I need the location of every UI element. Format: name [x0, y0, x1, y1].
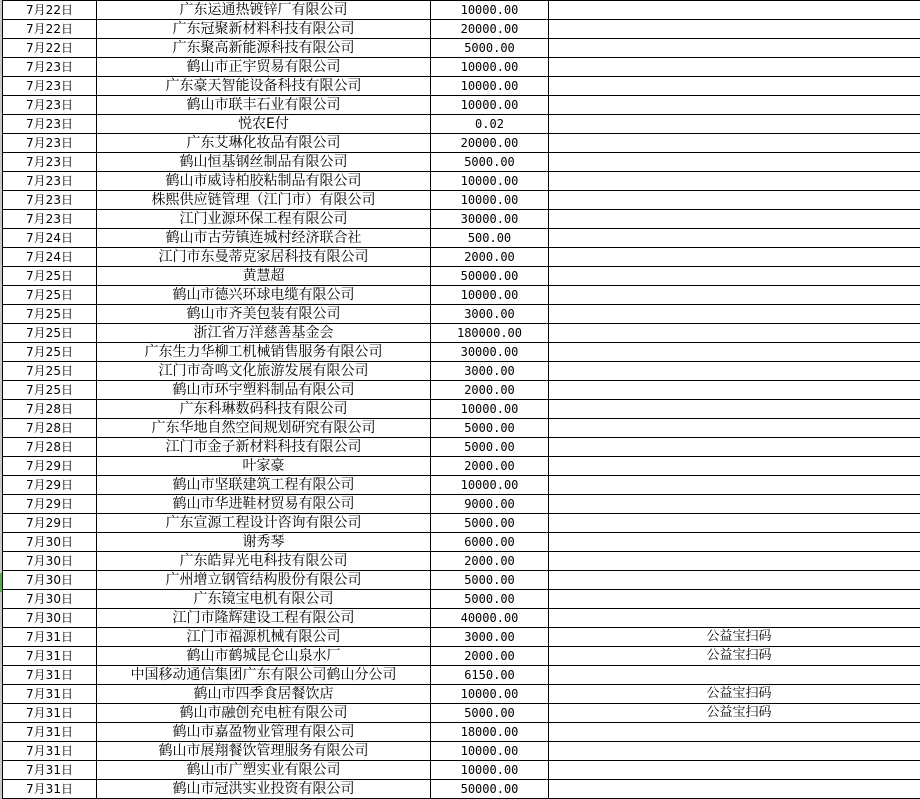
table-row — [3, 134, 920, 153]
donor-name-cell[interactable]: 鹤山市齐美包装有限公司 — [97, 305, 431, 324]
note-cell[interactable] — [549, 134, 920, 153]
table-row — [3, 761, 920, 780]
amount-cell[interactable]: 10000.00 — [431, 1, 549, 20]
table-row — [3, 172, 920, 191]
date-cell[interactable]: 7月29日 — [3, 495, 97, 514]
date-cell[interactable]: 7月23日 — [3, 153, 97, 172]
donor-name-cell[interactable]: 江门市金子新材料科技有限公司 — [97, 438, 431, 457]
donor-name-cell[interactable]: 广东镜宝电机有限公司 — [97, 590, 431, 609]
amount-cell[interactable]: 18000.00 — [431, 723, 549, 742]
table-row — [3, 1, 920, 20]
donor-name-cell[interactable]: 鹤山市威诗柏胶粘制品有限公司 — [97, 172, 431, 191]
amount-cell[interactable]: 5000.00 — [431, 153, 549, 172]
note-cell[interactable] — [549, 419, 920, 438]
table-row — [3, 324, 920, 343]
donor-name-cell[interactable]: 浙江省万洋慈善基金会 — [97, 324, 431, 343]
table-row — [3, 780, 920, 799]
amount-cell[interactable]: 3000.00 — [431, 305, 549, 324]
note-cell[interactable] — [549, 666, 920, 685]
note-cell[interactable] — [549, 476, 920, 495]
note-cell[interactable] — [549, 153, 920, 172]
note-cell[interactable] — [549, 457, 920, 476]
amount-cell[interactable]: 20000.00 — [431, 134, 549, 153]
date-cell[interactable]: 7月25日 — [3, 324, 97, 343]
note-cell[interactable] — [549, 20, 920, 39]
date-cell[interactable]: 7月30日 — [3, 571, 97, 590]
note-cell[interactable] — [549, 362, 920, 381]
date-cell[interactable]: 7月23日 — [3, 172, 97, 191]
donor-name-cell[interactable]: 鹤山市四季食居餐饮店 — [97, 685, 431, 704]
note-cell[interactable]: 公益宝扫码 — [549, 647, 920, 666]
date-cell[interactable]: 7月25日 — [3, 343, 97, 362]
date-cell[interactable]: 7月25日 — [3, 305, 97, 324]
date-cell[interactable]: 7月23日 — [3, 210, 97, 229]
amount-cell[interactable]: 2000.00 — [431, 248, 549, 267]
table-row — [3, 286, 920, 305]
amount-cell[interactable]: 30000.00 — [431, 210, 549, 229]
note-cell[interactable] — [549, 343, 920, 362]
table-row — [3, 191, 920, 210]
note-cell[interactable] — [549, 552, 920, 571]
date-cell[interactable]: 7月23日 — [3, 115, 97, 134]
donor-name-cell[interactable]: 广东生力华柳工机械销售服务有限公司 — [97, 343, 431, 362]
amount-cell[interactable]: 50000.00 — [431, 267, 549, 286]
donor-name-cell[interactable]: 叶家豪 — [97, 457, 431, 476]
table-row — [3, 438, 920, 457]
donor-name-cell[interactable]: 鹤山市古劳镇连城村经济联合社 — [97, 229, 431, 248]
note-cell[interactable] — [549, 761, 920, 780]
date-cell[interactable]: 7月25日 — [3, 362, 97, 381]
note-cell[interactable] — [549, 1, 920, 20]
table-row — [3, 514, 920, 533]
note-cell[interactable] — [549, 438, 920, 457]
amount-cell[interactable]: 10000.00 — [431, 172, 549, 191]
note-cell[interactable]: 公益宝扫码 — [549, 628, 920, 647]
donation-table — [2, 0, 920, 799]
donor-name-cell[interactable]: 江门市福源机械有限公司 — [97, 628, 431, 647]
table-row — [3, 153, 920, 172]
table-row — [3, 267, 920, 286]
donor-name-cell[interactable]: 广东豪天智能设备科技有限公司 — [97, 77, 431, 96]
date-cell[interactable]: 7月23日 — [3, 191, 97, 210]
note-cell[interactable] — [549, 590, 920, 609]
donor-name-cell[interactable]: 鹤山市鹤城昆仑山泉水厂 — [97, 647, 431, 666]
date-cell[interactable]: 7月24日 — [3, 248, 97, 267]
note-cell[interactable] — [549, 172, 920, 191]
date-cell[interactable]: 7月23日 — [3, 77, 97, 96]
date-cell[interactable]: 7月23日 — [3, 96, 97, 115]
amount-cell[interactable]: 40000.00 — [431, 609, 549, 628]
note-cell[interactable] — [549, 533, 920, 552]
table-row — [3, 115, 920, 134]
date-cell[interactable]: 7月22日 — [3, 1, 97, 20]
note-cell[interactable] — [549, 210, 920, 229]
note-cell[interactable] — [549, 723, 920, 742]
date-cell[interactable]: 7月29日 — [3, 457, 97, 476]
date-cell[interactable]: 7月31日 — [3, 628, 97, 647]
date-cell[interactable]: 7月28日 — [3, 419, 97, 438]
donor-name-cell[interactable]: 鹤山恒基钢丝制品有限公司 — [97, 153, 431, 172]
amount-cell[interactable]: 5000.00 — [431, 39, 549, 58]
donor-name-cell[interactable]: 悦农E付 — [97, 115, 431, 134]
date-cell[interactable]: 7月31日 — [3, 723, 97, 742]
donor-name-cell[interactable]: 鹤山市嘉盈物业管理有限公司 — [97, 723, 431, 742]
note-cell[interactable] — [549, 514, 920, 533]
table-row — [3, 343, 920, 362]
amount-cell[interactable]: 5000.00 — [431, 419, 549, 438]
note-cell[interactable]: 公益宝扫码 — [549, 704, 920, 723]
amount-cell[interactable]: 5000.00 — [431, 438, 549, 457]
table-row — [3, 381, 920, 400]
date-cell[interactable]: 7月31日 — [3, 666, 97, 685]
date-cell[interactable]: 7月23日 — [3, 58, 97, 77]
table-row — [3, 419, 920, 438]
table-row — [3, 552, 920, 571]
table-row — [3, 609, 920, 628]
table-row — [3, 96, 920, 115]
donor-name-cell[interactable]: 鹤山市融创充电桩有限公司 — [97, 704, 431, 723]
amount-cell[interactable]: 10000.00 — [431, 191, 549, 210]
table-row — [3, 39, 920, 58]
amount-cell[interactable]: 3000.00 — [431, 628, 549, 647]
donor-name-cell[interactable]: 鹤山市环宇塑料制品有限公司 — [97, 381, 431, 400]
amount-cell[interactable]: 10000.00 — [431, 476, 549, 495]
table-row — [3, 476, 920, 495]
amount-cell[interactable]: 10000.00 — [431, 685, 549, 704]
donor-name-cell[interactable]: 鹤山市正宇贸易有限公司 — [97, 58, 431, 77]
date-cell[interactable]: 7月29日 — [3, 476, 97, 495]
note-cell[interactable] — [549, 267, 920, 286]
note-cell[interactable] — [549, 400, 920, 419]
donor-name-cell[interactable]: 广州增立钢管结构股份有限公司 — [97, 571, 431, 590]
donor-name-cell[interactable]: 广东宣源工程设计咨询有限公司 — [97, 514, 431, 533]
donor-name-cell[interactable]: 广东皓昇光电科技有限公司 — [97, 552, 431, 571]
amount-cell[interactable]: 5000.00 — [431, 514, 549, 533]
amount-cell[interactable]: 5000.00 — [431, 590, 549, 609]
donor-name-cell[interactable]: 广东运通热镀锌厂有限公司 — [97, 1, 431, 20]
donor-name-cell[interactable]: 中国移动通信集团广东有限公司鹤山分公司 — [97, 666, 431, 685]
table-row — [3, 685, 920, 704]
donor-name-cell[interactable]: 鹤山市华进鞋材贸易有限公司 — [97, 495, 431, 514]
note-cell[interactable]: 公益宝扫码 — [549, 685, 920, 704]
table-row — [3, 229, 920, 248]
table-row — [3, 704, 920, 723]
date-cell[interactable]: 7月22日 — [3, 39, 97, 58]
date-cell[interactable]: 7月25日 — [3, 381, 97, 400]
donor-name-cell[interactable]: 广东华地自然空间规划研究有限公司 — [97, 419, 431, 438]
amount-cell[interactable]: 10000.00 — [431, 77, 549, 96]
donor-name-cell[interactable]: 谢秀琴 — [97, 533, 431, 552]
table-row — [3, 305, 920, 324]
donor-name-cell[interactable]: 鹤山市德兴环球电缆有限公司 — [97, 286, 431, 305]
table-row — [3, 400, 920, 419]
amount-cell[interactable]: 500.00 — [431, 229, 549, 248]
date-cell[interactable]: 7月31日 — [3, 685, 97, 704]
table-row — [3, 666, 920, 685]
amount-cell[interactable]: 50000.00 — [431, 780, 549, 799]
note-cell[interactable] — [549, 381, 920, 400]
note-cell[interactable] — [549, 248, 920, 267]
amount-cell[interactable]: 2000.00 — [431, 647, 549, 666]
donor-name-cell[interactable]: 江门业源环保工程有限公司 — [97, 210, 431, 229]
date-cell[interactable]: 7月31日 — [3, 780, 97, 799]
donor-name-cell[interactable]: 鹤山市展翔餐饮管理服务有限公司 — [97, 742, 431, 761]
note-cell[interactable] — [549, 305, 920, 324]
donor-name-cell[interactable]: 广东艾琳化妆品有限公司 — [97, 134, 431, 153]
table-row — [3, 495, 920, 514]
donor-name-cell[interactable]: 广东聚高新能源科技有限公司 — [97, 39, 431, 58]
note-cell[interactable] — [549, 39, 920, 58]
date-cell[interactable]: 7月31日 — [3, 647, 97, 666]
amount-cell[interactable]: 10000.00 — [431, 761, 549, 780]
date-cell[interactable]: 7月25日 — [3, 286, 97, 305]
donor-name-cell[interactable]: 鹤山市冠洪实业投资有限公司 — [97, 780, 431, 799]
note-cell[interactable] — [549, 324, 920, 343]
amount-cell[interactable]: 2000.00 — [431, 552, 549, 571]
donor-name-cell[interactable]: 黄慧超 — [97, 267, 431, 286]
table-row — [3, 590, 920, 609]
donor-name-cell[interactable]: 江门市隆辉建设工程有限公司 — [97, 609, 431, 628]
date-cell[interactable]: 7月30日 — [3, 590, 97, 609]
note-cell[interactable] — [549, 58, 920, 77]
amount-cell[interactable]: 5000.00 — [431, 704, 549, 723]
amount-cell[interactable]: 10000.00 — [431, 58, 549, 77]
amount-cell[interactable]: 10000.00 — [431, 96, 549, 115]
amount-cell[interactable]: 6150.00 — [431, 666, 549, 685]
table-row — [3, 628, 920, 647]
table-row — [3, 723, 920, 742]
donor-name-cell[interactable]: 鹤山市坚联建筑工程有限公司 — [97, 476, 431, 495]
donor-name-cell[interactable]: 江门市奇鸣文化旅游发展有限公司 — [97, 362, 431, 381]
donor-name-cell[interactable]: 广东冠聚新材料科技有限公司 — [97, 20, 431, 39]
table-row — [3, 77, 920, 96]
note-cell[interactable] — [549, 571, 920, 590]
note-cell[interactable] — [549, 780, 920, 799]
amount-cell[interactable]: 10000.00 — [431, 742, 549, 761]
table-row — [3, 571, 920, 590]
table-row — [3, 20, 920, 39]
note-cell[interactable] — [549, 229, 920, 248]
amount-cell[interactable]: 6000.00 — [431, 533, 549, 552]
note-cell[interactable] — [549, 609, 920, 628]
date-cell[interactable]: 7月31日 — [3, 761, 97, 780]
amount-cell[interactable]: 10000.00 — [431, 400, 549, 419]
table-row — [3, 58, 920, 77]
date-cell[interactable]: 7月28日 — [3, 400, 97, 419]
date-cell[interactable]: 7月30日 — [3, 533, 97, 552]
amount-cell[interactable]: 2000.00 — [431, 381, 549, 400]
amount-cell[interactable]: 2000.00 — [431, 457, 549, 476]
note-cell[interactable] — [549, 495, 920, 514]
donor-name-cell[interactable]: 广东科琳数码科技有限公司 — [97, 400, 431, 419]
date-cell[interactable]: 7月28日 — [3, 438, 97, 457]
donor-name-cell[interactable]: 株熙供应链管理（江门市）有限公司 — [97, 191, 431, 210]
date-cell[interactable]: 7月22日 — [3, 20, 97, 39]
date-cell[interactable]: 7月30日 — [3, 552, 97, 571]
table-row — [3, 362, 920, 381]
amount-cell[interactable]: 10000.00 — [431, 286, 549, 305]
note-cell[interactable] — [549, 742, 920, 761]
table-row — [3, 533, 920, 552]
table-row — [3, 742, 920, 761]
note-cell[interactable] — [549, 77, 920, 96]
table-row — [3, 210, 920, 229]
donor-name-cell[interactable]: 鹤山市广塑实业有限公司 — [97, 761, 431, 780]
amount-cell[interactable]: 180000.00 — [431, 324, 549, 343]
date-cell[interactable]: 7月25日 — [3, 267, 97, 286]
amount-cell[interactable]: 3000.00 — [431, 362, 549, 381]
amount-cell[interactable]: 0.02 — [431, 115, 549, 134]
amount-cell[interactable]: 30000.00 — [431, 343, 549, 362]
note-cell[interactable] — [549, 96, 920, 115]
table-row — [3, 457, 920, 476]
amount-cell[interactable]: 5000.00 — [431, 571, 549, 590]
donor-name-cell[interactable]: 江门市东曼蒂克家居科技有限公司 — [97, 248, 431, 267]
amount-cell[interactable]: 9000.00 — [431, 495, 549, 514]
date-cell[interactable]: 7月23日 — [3, 134, 97, 153]
amount-cell[interactable]: 20000.00 — [431, 20, 549, 39]
table-row — [3, 647, 920, 666]
table-row — [3, 248, 920, 267]
date-cell[interactable]: 7月31日 — [3, 742, 97, 761]
date-cell[interactable]: 7月31日 — [3, 704, 97, 723]
date-cell[interactable]: 7月30日 — [3, 609, 97, 628]
note-cell[interactable] — [549, 286, 920, 305]
donor-name-cell[interactable]: 鹤山市联丰石业有限公司 — [97, 96, 431, 115]
date-cell[interactable]: 7月29日 — [3, 514, 97, 533]
date-cell[interactable]: 7月24日 — [3, 229, 97, 248]
note-cell[interactable] — [549, 191, 920, 210]
note-cell[interactable] — [549, 115, 920, 134]
